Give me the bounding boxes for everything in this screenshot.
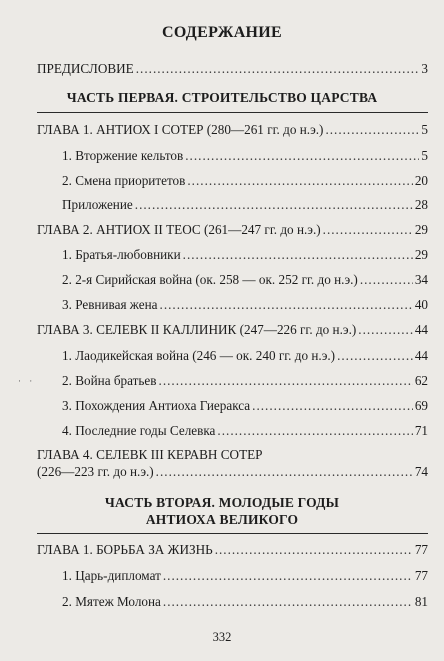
toc-entry-label: 4. Последние годы Селевка	[62, 423, 216, 438]
toc-entry-label: ГЛАВА 2. АНТИОХ II ТЕОС (261—247 гг. до н.э.)	[37, 222, 321, 237]
print-specks: · ·	[18, 376, 36, 386]
dot-leader	[358, 321, 413, 338]
toc-subsection[interactable]	[62, 347, 428, 364]
toc-entry-page: 28	[414, 197, 428, 212]
toc-chapter-1[interactable]	[37, 121, 428, 138]
toc-entry-page: 5	[421, 122, 428, 137]
dot-leader	[135, 196, 413, 213]
dot-leader	[160, 296, 413, 313]
toc-chapter-3[interactable]	[37, 321, 428, 338]
toc-subsection[interactable]	[62, 271, 428, 288]
toc-subsection[interactable]	[62, 372, 428, 389]
part-one-heading: ЧАСТЬ ПЕРВАЯ. СТРОИТЕЛЬСТВО ЦАРСТВА	[66, 90, 378, 105]
toc-entry-page: 5	[421, 148, 428, 163]
toc-entry-page: 81	[414, 594, 428, 609]
toc-chapter-4-title[interactable]	[37, 446, 287, 463]
toc-entry-page: 34	[414, 272, 428, 287]
contents-title: СОДЕРЖАНИЕ	[161, 24, 283, 41]
toc-entry-label: 3. Ревнивая жена	[62, 297, 158, 312]
toc-entry-page: 40	[414, 297, 428, 312]
dot-leader	[187, 172, 412, 189]
dot-leader	[323, 221, 413, 238]
toc-entry-page: 3	[421, 61, 428, 76]
toc-entry-page: 74	[414, 464, 428, 479]
toc-subsection[interactable]	[62, 246, 428, 263]
dot-leader	[252, 397, 413, 414]
part-two-heading-line2: АНТИОХА ВЕЛИКОГО	[145, 512, 299, 527]
toc-entry-page: 77	[414, 568, 428, 583]
toc-entry-label: Приложение	[62, 197, 133, 212]
toc-entry-page: 71	[414, 423, 428, 438]
part-two-heading-line1: ЧАСТЬ ВТОРАЯ. МОЛОДЫЕ ГОДЫ	[104, 495, 340, 510]
divider-rule	[37, 112, 428, 113]
toc-entry-label: ПРЕДИСЛОВИЕ	[37, 61, 134, 76]
toc-entry-label: 2. Война братьев	[62, 373, 157, 388]
toc-entry-label: 1. Братья-любовники	[62, 247, 181, 262]
toc-subsection[interactable]	[62, 172, 428, 189]
toc-entry-page: 29	[414, 247, 428, 262]
toc-entry-page: 29	[414, 222, 428, 237]
dot-leader	[215, 541, 413, 558]
toc-chapter-2[interactable]	[37, 221, 428, 238]
toc-subsection[interactable]	[62, 567, 428, 584]
toc-entry-page: 77	[414, 542, 428, 557]
toc-entry-page: 62	[414, 373, 428, 388]
toc-entry-label-line1: ГЛАВА 4. СЕЛЕВК III КЕРАВН СОТЕР	[37, 447, 263, 462]
dot-leader	[183, 246, 413, 263]
toc-subsection[interactable]	[62, 296, 428, 313]
toc-entry-label: 2. Смена приоритетов	[62, 173, 186, 188]
toc-entry-label: 1. Лаодикейская война (246 — ок. 240 гг. до н.э.)	[62, 348, 336, 363]
toc-entry-label-line2: (226—223 гг. до н.э.)	[37, 464, 154, 479]
toc-entry-label: ГЛАВА 1. БОРЬБА ЗА ЖИЗНЬ	[37, 542, 213, 557]
page-number: 332	[212, 630, 232, 644]
toc-entry-label: 2. Мятеж Молона	[62, 594, 161, 609]
toc-entry-label: 2. 2-я Сирийская война (ок. 258 — ок. 252 гг. до н.э.)	[62, 272, 358, 287]
toc-entry-preface[interactable]	[37, 60, 428, 77]
dot-leader	[163, 593, 413, 610]
toc-entry-page: 44	[414, 322, 428, 337]
toc-entry-label: 1. Царь-дипломат	[62, 568, 161, 583]
toc-entry-page: 44	[414, 348, 428, 363]
toc-entry-page: 69	[414, 398, 428, 413]
toc-chapter-4[interactable]	[37, 463, 428, 480]
dot-leader	[185, 147, 419, 164]
toc-entry-label: 1. Вторжение кельтов	[62, 148, 184, 163]
toc-entry-label: ГЛАВА 1. АНТИОХ I СОТЕР (280—261 гг. до н.э.)	[37, 122, 324, 137]
divider-rule	[37, 533, 428, 534]
toc-entry-page: 20	[414, 173, 428, 188]
toc-subsection[interactable]	[62, 422, 428, 439]
toc-subsection[interactable]	[62, 147, 428, 164]
dot-leader	[325, 121, 419, 138]
dot-leader	[159, 372, 413, 389]
dot-leader	[136, 60, 420, 77]
toc-part2-chapter-1[interactable]	[37, 541, 428, 558]
toc-subsection[interactable]	[62, 593, 428, 610]
dot-leader	[360, 271, 413, 288]
toc-entry-label: ГЛАВА 3. СЕЛЕВК II КАЛЛИНИК (247—226 гг. до н.э.)	[37, 322, 357, 337]
dot-leader	[337, 347, 413, 364]
toc-subsection[interactable]	[62, 196, 428, 213]
toc-subsection[interactable]	[62, 397, 428, 414]
toc-entry-label: 3. Похождения Антиоха Гиеракса	[62, 398, 251, 413]
dot-leader	[163, 567, 413, 584]
dot-leader	[156, 463, 413, 480]
dot-leader	[217, 422, 412, 439]
